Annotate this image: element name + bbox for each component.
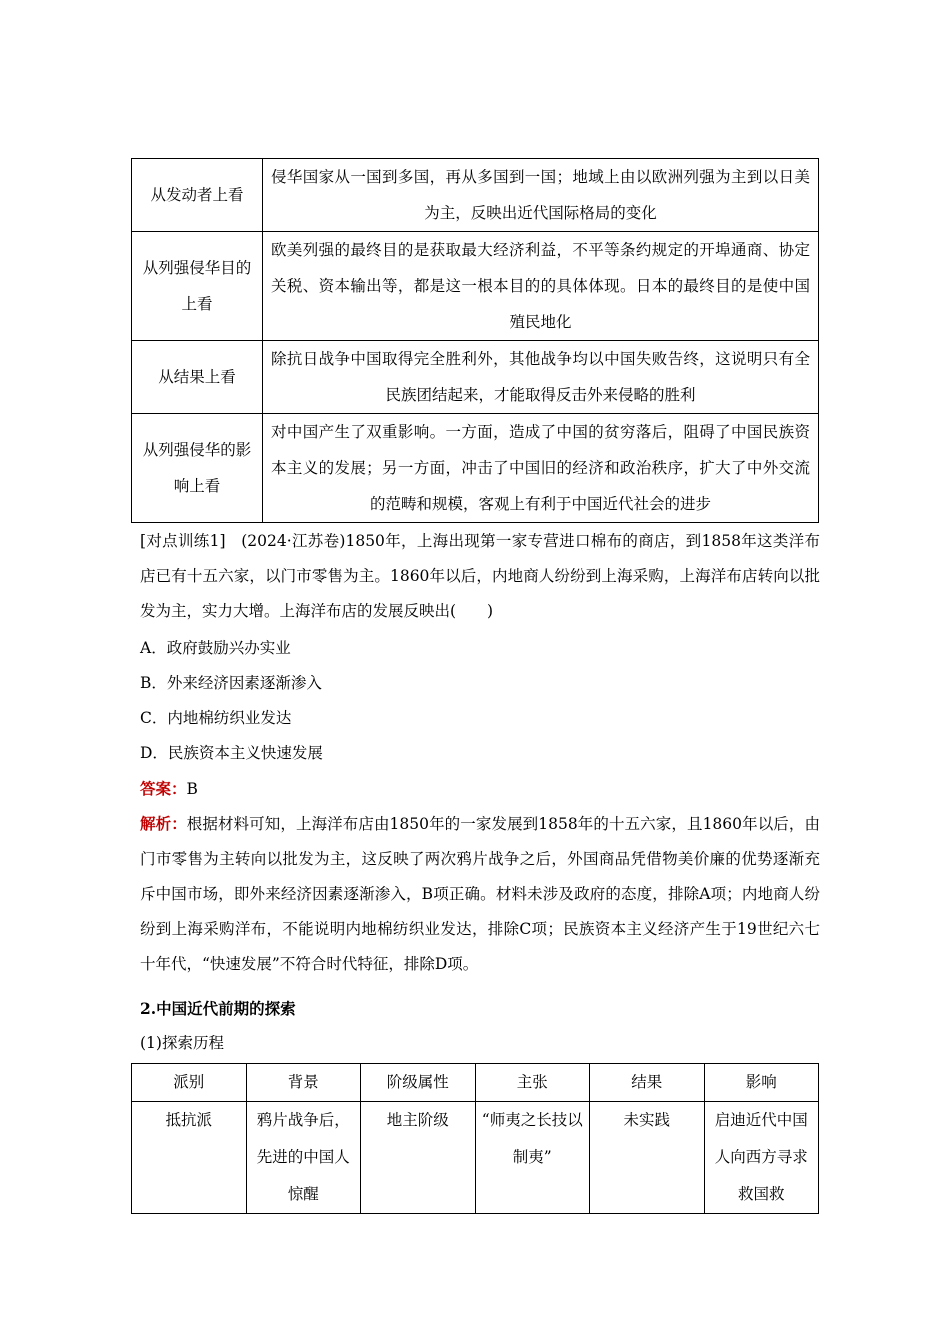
table-cell: “师夷之长技以制夷”	[475, 1102, 590, 1214]
section-heading: 2.中国近代前期的探索	[140, 999, 296, 1018]
aspect-cell: 从结果上看	[132, 341, 263, 414]
description-cell: 对中国产生了双重影响。一方面，造成了中国的贫穷落后，阻碍了中国民族资本主义的发展；另一方面，冲击了中国旧的经济和政治秩序，扩大了中外交流的范畴和规模，客观上有利于中国近代社会的进步	[263, 414, 819, 523]
option-b: B．外来经济因素逐渐渗入	[140, 674, 322, 692]
analysis-paragraph	[140, 806, 820, 982]
table-cell: 启迪近代中国人向西方寻求救国救	[704, 1102, 819, 1214]
answer-label: 答案：	[140, 779, 187, 798]
analysis-label: 解析：	[140, 814, 187, 833]
table-header-row	[132, 1064, 819, 1102]
option-d: D．民族资本主义快速发展	[140, 744, 323, 762]
header-cell: 背景	[246, 1064, 361, 1102]
aspect-cell: 从列强侵华的影响上看	[132, 414, 263, 523]
table-row	[132, 414, 819, 523]
option-a: A．政府鼓励兴办实业	[140, 639, 291, 657]
header-cell: 派别	[132, 1064, 247, 1102]
table-row	[132, 1102, 819, 1214]
table-row	[132, 232, 819, 341]
answer-value: B	[186, 780, 198, 798]
description-cell: 侵华国家从一国到多国，再从多国到一国；地域上由以欧洲列强为主到以日美为主，反映出近代国际格局的变化	[263, 159, 819, 232]
header-cell: 结果	[590, 1064, 705, 1102]
aspect-cell: 从列强侵华目的上看	[132, 232, 263, 341]
header-cell: 主张	[475, 1064, 590, 1102]
option-c: C．内地棉纺织业发达	[140, 709, 292, 727]
exercise-question	[140, 524, 820, 629]
table-cell: 未实践	[590, 1102, 705, 1214]
analysis-text: 根据材料可知，上海洋布店由1850年的一家发展到1858年的十五六家，且1860年以后，由门市零售为主转向以批发为主，这反映了两次鸦片战争之后，外国商品凭借物美价廉的优势逐渐充斥中国市场，即外来经济因素逐渐渗入，B项正确。材料未涉及政府的态度，排除A项；内地商人纷纷到上海采购洋布，不能说明内地棉纺织业发达，排除C项；民族资本主义经济产生于19世纪六七十年代，“快速发展”不符合时代特征，排除D项。	[140, 815, 820, 973]
table-cell: 鸦片战争后，先进的中国人惊醒	[246, 1102, 361, 1214]
exercise-tag: [对点训练1]	[140, 532, 226, 550]
exercise-source: (2024·江苏卷)	[241, 532, 346, 550]
description-cell: 除抗日战争中国取得完全胜利外，其他战争均以中国失败告终，这说明只有全民族团结起来，才能取得反击外来侵略的胜利	[263, 341, 819, 414]
table-cell: 地主阶级	[361, 1102, 476, 1214]
answer-line	[140, 771, 198, 807]
exercise-stem: 1850年，上海出现第一家专营进口棉布的商店，到1858年这类洋布店已有十五六家，以门市零售为主。1860年以后，内地商人纷纷到上海采购，上海洋布店转向以批发为主，实力大增。上海洋布店的发展反映出( )	[140, 532, 820, 620]
invasion-analysis-table	[131, 158, 819, 523]
description-cell: 欧美列强的最终目的是获取最大经济利益，不平等条约规定的开埠通商、协定关税、资本输出等，都是这一根本目的的具体体现。日本的最终目的是使中国殖民地化	[263, 232, 819, 341]
section-subheading: (1)探索历程	[140, 1034, 224, 1052]
exploration-table	[131, 1063, 819, 1214]
header-cell: 影响	[704, 1064, 819, 1102]
header-cell: 阶级属性	[361, 1064, 476, 1102]
table-row	[132, 341, 819, 414]
table-row	[132, 159, 819, 232]
table-cell: 抵抗派	[132, 1102, 247, 1214]
aspect-cell: 从发动者上看	[132, 159, 263, 232]
